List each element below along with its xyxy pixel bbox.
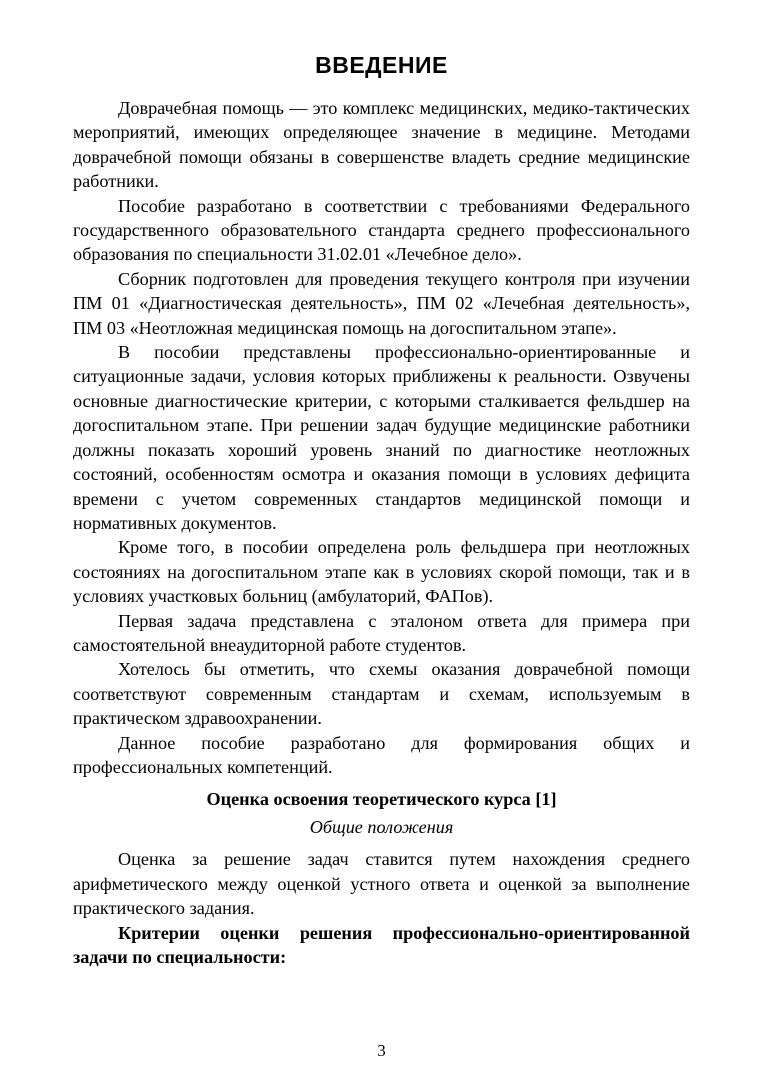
paragraph-intro: Доврачебная помощь — это комплекс медицинских, медико-тактических мероприятий, имеющих определяющее значение в медицине. Методами доврачебной помощи обязаны в совершенстве владеть средние медицинские работники. [73, 98, 690, 192]
paragraph-tasks: В пособии представлены профессионально-ориентированные и ситуационные задачи, условия которых приближены к реальности. Озвучены основные диагностические критерии, с которыми сталкивается фельдшер на догоспитальном этапе. При решении задач будущие медицинские работники должны показать хороший уровень знаний по диагностике неотложных состояний, особенностям осмотра и оказания помощи в условиях дефицита времени с учетом современных стандартов медицинской помощи и нормативных документов. [73, 342, 690, 533]
paragraph-first-task: Первая задача представлена с эталоном ответа для примера при самостоятельной внеаудиторной работе студентов. [73, 610, 690, 655]
paragraph-standard: Пособие разработано в соответствии с требованиями Федерального государственного образовательного стандарта среднего профессионального образования по специальности 31.02.01 «Лечебное дело». [73, 195, 690, 265]
paragraph-schemes: Хотелось бы отметить, что схемы оказания доврачебной помощи соответствуют современным стандартам и схемам, используемым в практическом здравоохранении. [73, 659, 690, 729]
document-page [73, 52, 690, 969]
paragraph-competencies: Данное пособие разработано для формирования общих и профессиональных компетенций. [73, 732, 690, 777]
paragraph-assessment: Оценка за решение задач ставится путем нахождения среднего арифметического между оценкой устного ответа и оценкой за выполнение практического задания. [73, 849, 690, 919]
criteria-heading: Критерии оценки решения профессионально-ориентированной задачи по специальности: [73, 922, 690, 967]
page-title: ВВЕДЕНИЕ [315, 52, 448, 78]
page-number: 3 [377, 1041, 386, 1060]
paragraph-modules: Сборник подготовлен для проведения текущего контроля при изучении ПМ 01 «Диагностическая деятельность», ПМ 02 «Лечебная деятельность», ПМ 03 «Неотложная медицинская помощь на догоспитальном этапе». [73, 268, 690, 338]
section-heading: Оценка освоения теоретического курса [1] [206, 789, 557, 810]
section-subheading: Общие положения [309, 817, 454, 838]
paragraph-role: Кроме того, в пособии определена роль фельдшера при неотложных состояниях на догоспитальном этапе как в условиях скорой помощи, так и в условиях участковых больниц (амбулаторий, ФАПов). [73, 537, 690, 607]
